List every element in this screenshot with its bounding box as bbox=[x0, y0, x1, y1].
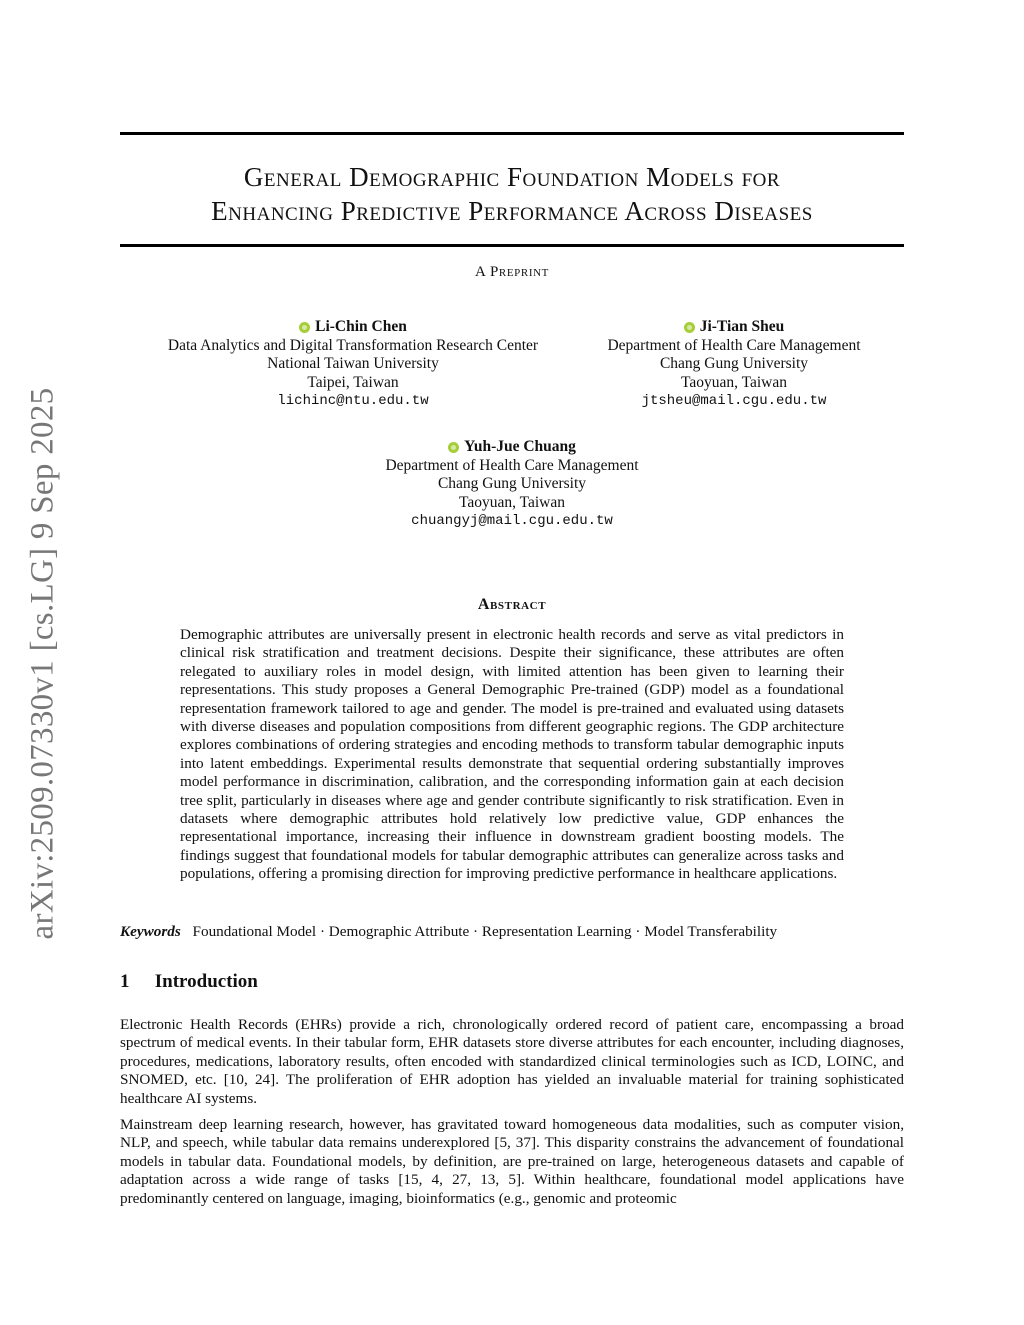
author-name-row bbox=[340, 438, 684, 457]
keywords-label: Keywords bbox=[120, 923, 181, 940]
section-heading-introduction bbox=[120, 971, 258, 993]
author-affiliation: Data Analytics and Digital Transformation Research Center bbox=[167, 336, 539, 354]
author-name-row bbox=[580, 318, 888, 337]
author-institution: Chang Gung University bbox=[659, 355, 809, 372]
orcid-icon[interactable] bbox=[299, 322, 310, 333]
author-email[interactable]: lichinc@ntu.edu.tw bbox=[277, 393, 429, 409]
author-email[interactable]: jtsheu@mail.cgu.edu.tw bbox=[641, 393, 827, 409]
author-affiliation: Department of Health Care Management bbox=[385, 456, 639, 474]
orcid-icon[interactable] bbox=[448, 442, 459, 453]
arxiv-identifier[interactable]: arXiv:2509.07330v1 [cs.LG] 9 Sep 2025 bbox=[24, 387, 61, 939]
abstract-text: Demographic attributes are universally present in electronic health records and serve as vital predictors in clinical risk stratification and treatment decisions. Despite their significance, these attributes are often relegated to auxiliary roles in model design, with limited attention has been given to learning their representations. This study proposes a General Demographic Pre-trained (GDP) model as a foundational representation framework tailored to age and gender. The model is pre-trained and evaluated using datasets with diverse diseases and population compositions from different geographic regions. The GDP architecture explores combinations of ordering strategies and encoding methods to transform tabular demographic inputs into latent embeddings. Experimental results demonstrate that sequential ordering substantially improves model performance in discrimination, calibration, and the corresponding information gain at each decision tree split, particularly in diseases where age and gender contribute significantly to risk stratification. Even in datasets where demographic attributes hold relatively low predictive value, GDP enhances the representational importance, increasing their influence in downstream gradient boosting models. The findings suggest that foundational models for tabular demographic attributes can generalize across tasks and populations, offering a promising direction for improving predictive performance in healthcare applications. bbox=[180, 626, 844, 883]
keywords-line bbox=[120, 923, 904, 941]
author-block-1 bbox=[130, 318, 576, 411]
title-line-2: Enhancing Predictive Performance Across Diseases bbox=[211, 196, 813, 226]
author-location: Taoyuan, Taiwan bbox=[680, 373, 787, 391]
section-title: Introduction bbox=[154, 971, 258, 992]
author-name: Li-Chin Chen bbox=[315, 318, 407, 335]
author-block-2 bbox=[580, 318, 888, 411]
keywords-list: Foundational Model · Demographic Attribute · Representation Learning · Model Transferability bbox=[192, 923, 778, 940]
section-number: 1 bbox=[120, 971, 130, 992]
author-affiliation: Department of Health Care Management bbox=[607, 336, 861, 354]
orcid-icon[interactable] bbox=[684, 322, 695, 333]
author-block-3 bbox=[340, 438, 684, 531]
title-top-rule bbox=[120, 132, 904, 135]
author-location: Taipei, Taiwan bbox=[307, 373, 399, 391]
author-institution: National Taiwan University bbox=[267, 355, 439, 372]
paper-title bbox=[120, 160, 904, 228]
body-paragraph: Electronic Health Records (EHRs) provide a rich, chronologically ordered record of patient care, encompassing a broad spectrum of medical events. In their tabular form, EHR datasets store diverse attributes for each encounter, including diagnoses, procedures, medications, laboratory results, often encoded with standardized clinical terminologies such as ICD, LOINC, and SNOMED, etc. [10, 24]. The proliferation of EHR adoption has yielded an invaluable material for training sophisticated healthcare AI systems. bbox=[120, 1016, 904, 1107]
author-email[interactable]: chuangyj@mail.cgu.edu.tw bbox=[411, 513, 613, 529]
title-line-1: General Demographic Foundation Models for bbox=[243, 162, 781, 192]
author-institution: Chang Gung University bbox=[437, 475, 587, 492]
author-name: Yuh-Jue Chuang bbox=[464, 438, 576, 455]
title-bottom-rule bbox=[120, 244, 904, 247]
preprint-label: A Preprint bbox=[475, 264, 549, 280]
author-name-row bbox=[130, 318, 576, 337]
body-paragraph: Mainstream deep learning research, however, has gravitated toward homogeneous data modalities, such as computer vision, NLP, and speech, while tabular data remains underexplored [5, 37]. This disparity constrains the advancement of foundational models in tabular data. Foundational models, by definition, are pre-trained on large, heterogeneous datasets and capable of adaptation across a wide range of tasks [15, 4, 27, 13, 5]. Within healthcare, foundational model applications have predominantly centered on language, imaging, bioinformatics (e.g., genomic and proteomic bbox=[120, 1116, 904, 1207]
author-location: Taoyuan, Taiwan bbox=[458, 493, 565, 511]
author-name: Ji-Tian Sheu bbox=[699, 318, 785, 335]
abstract-heading: Abstract bbox=[477, 596, 547, 613]
arxiv-side-stamp bbox=[20, 382, 66, 944]
